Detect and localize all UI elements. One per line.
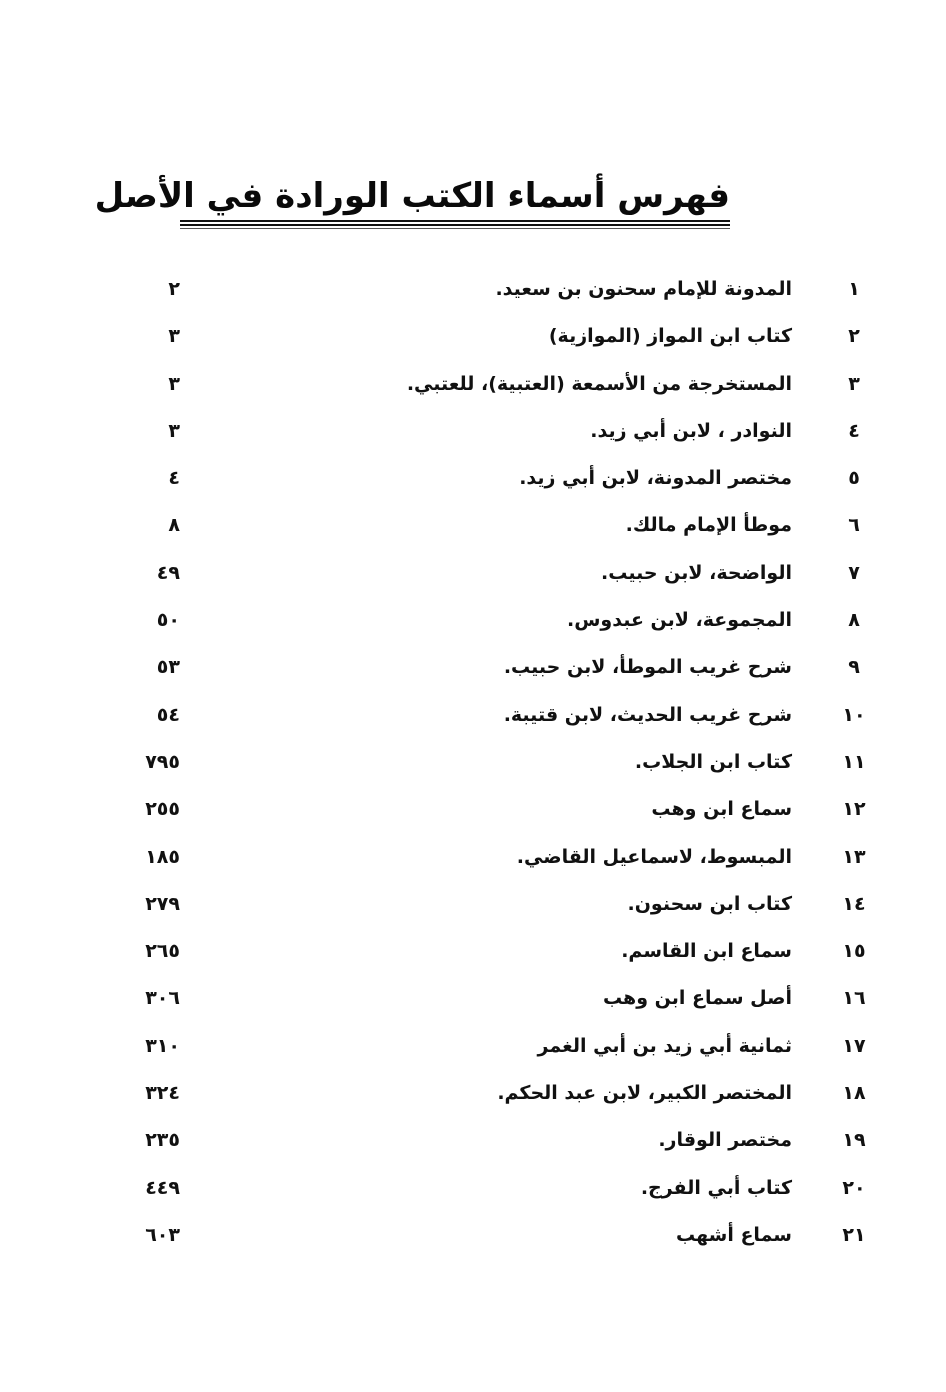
entry-page-number: ٣ <box>168 325 180 348</box>
entry-page-number: ١٨٥ <box>145 845 180 868</box>
entry-title: سماع ابن القاسم. <box>621 940 792 963</box>
entry-page-number: ٥٤ <box>156 703 180 726</box>
entry-title: النوادر ، لابن أبي زيد. <box>590 419 792 442</box>
entry-title: مختصر الوقار. <box>658 1129 792 1152</box>
entry-page-number: ٨ <box>168 514 180 537</box>
title-underline <box>180 228 730 229</box>
entry-title: ثمانية أبي زيد بن أبي الغمر <box>537 1034 792 1057</box>
index-entry <box>100 1165 880 1212</box>
entry-number: ١٥ <box>842 940 866 963</box>
entry-page-number: ٦٠٣ <box>145 1223 180 1246</box>
entry-number: ١٧ <box>842 1034 866 1057</box>
entry-number: ٢ <box>848 325 860 348</box>
entry-title: سماع أشهب <box>675 1223 792 1246</box>
entry-page-number: ٣١٠ <box>145 1034 180 1057</box>
index-entry <box>100 597 880 644</box>
index-entry <box>100 644 880 691</box>
entry-title: المستخرجة من الأسمعة (العتبية)، للعتبي. <box>406 372 792 395</box>
entry-page-number: ٣٠٦ <box>145 987 180 1010</box>
entry-page-number: ٢ <box>168 278 180 300</box>
entry-page-number: ٣٢٤ <box>145 1082 180 1105</box>
index-entry <box>100 266 880 313</box>
index-entry <box>100 692 880 739</box>
entry-number: ٧ <box>848 561 860 584</box>
entry-page-number: ٥٠ <box>156 609 180 632</box>
entry-title: المدونة للإمام سحنون بن سعيد. <box>495 278 792 300</box>
title-underline <box>180 220 730 222</box>
entry-title: مختصر المدونة، لابن أبي زيد. <box>519 467 792 490</box>
entry-page-number: ٣ <box>168 419 180 442</box>
index-entry <box>100 361 880 408</box>
entry-title: كتاب ابن الجلاب. <box>634 750 792 773</box>
entry-page-number: ٢٣٥ <box>145 1129 180 1152</box>
entry-page-number: ٤٤٩ <box>145 1176 180 1199</box>
entry-title: كتاب أبي الفرج. <box>640 1176 792 1199</box>
index-entry <box>100 408 880 455</box>
index-entry <box>100 502 880 549</box>
entry-title: المبسوط، لاسماعيل القاضي. <box>516 845 792 868</box>
book-index-list <box>100 266 880 1259</box>
entry-title: كتاب ابن المواز (الموازية) <box>548 325 792 348</box>
entry-number: ٢٠ <box>842 1176 866 1199</box>
index-entry <box>100 1070 880 1117</box>
index-entry <box>100 1117 880 1164</box>
entry-number: ٦ <box>848 514 860 537</box>
title-underline <box>180 224 730 226</box>
index-entry <box>100 313 880 360</box>
entry-title: كتاب ابن سحنون. <box>627 892 792 915</box>
entry-page-number: ٣ <box>168 372 180 395</box>
entry-number: ٤ <box>848 419 860 442</box>
page-title: فهرس أسماء الكتب الورادة في الأصل <box>94 176 730 216</box>
entry-number: ٥ <box>848 467 860 490</box>
entry-number: ٩ <box>848 656 860 679</box>
entry-page-number: ٥٣ <box>156 656 180 679</box>
entry-title: الواضحة، لابن حبيب. <box>600 561 792 584</box>
entry-number: ٢١ <box>842 1223 866 1246</box>
entry-number: ٨ <box>848 609 860 632</box>
index-entry <box>100 739 880 786</box>
index-entry <box>100 1023 880 1070</box>
entry-title: المختصر الكبير، لابن عبد الحكم. <box>497 1082 792 1105</box>
index-entry <box>100 550 880 597</box>
entry-number: ١٦ <box>842 987 866 1010</box>
index-entry <box>100 1212 880 1259</box>
entry-page-number: ٢٧٩ <box>145 892 180 915</box>
entry-number: ٣ <box>848 372 860 395</box>
index-entry <box>100 975 880 1022</box>
entry-number: ١٠ <box>842 703 866 726</box>
index-entry <box>100 455 880 502</box>
entry-page-number: ٤٩ <box>156 561 180 584</box>
entry-number: ١٤ <box>842 892 866 915</box>
index-entry <box>100 881 880 928</box>
entry-number: ١١ <box>842 750 866 773</box>
entry-number: ١٩ <box>842 1129 866 1152</box>
entry-number: ١٨ <box>842 1082 866 1105</box>
entry-title: موطأ الإمام مالك. <box>625 514 792 537</box>
entry-page-number: ٢٥٥ <box>145 798 180 821</box>
entry-title: أصل سماع ابن وهب <box>602 987 792 1010</box>
index-entry <box>100 928 880 975</box>
entry-number: ١٢ <box>842 798 866 821</box>
entry-page-number: ٤ <box>168 467 180 490</box>
entry-title: شرح غريب الموطأ، لابن حبيب. <box>503 656 792 679</box>
entry-page-number: ٧٩٥ <box>145 750 180 773</box>
index-entry <box>100 834 880 881</box>
entry-title: شرح غريب الحديث، لابن قتيبة. <box>503 703 792 726</box>
index-entry <box>100 786 880 833</box>
entry-number: ١٣ <box>842 845 866 868</box>
entry-title: سماع ابن وهب <box>651 798 792 821</box>
entry-page-number: ٢٦٥ <box>145 940 180 963</box>
entry-number: ١ <box>848 278 860 300</box>
entry-title: المجموعة، لابن عبدوس. <box>566 609 792 632</box>
